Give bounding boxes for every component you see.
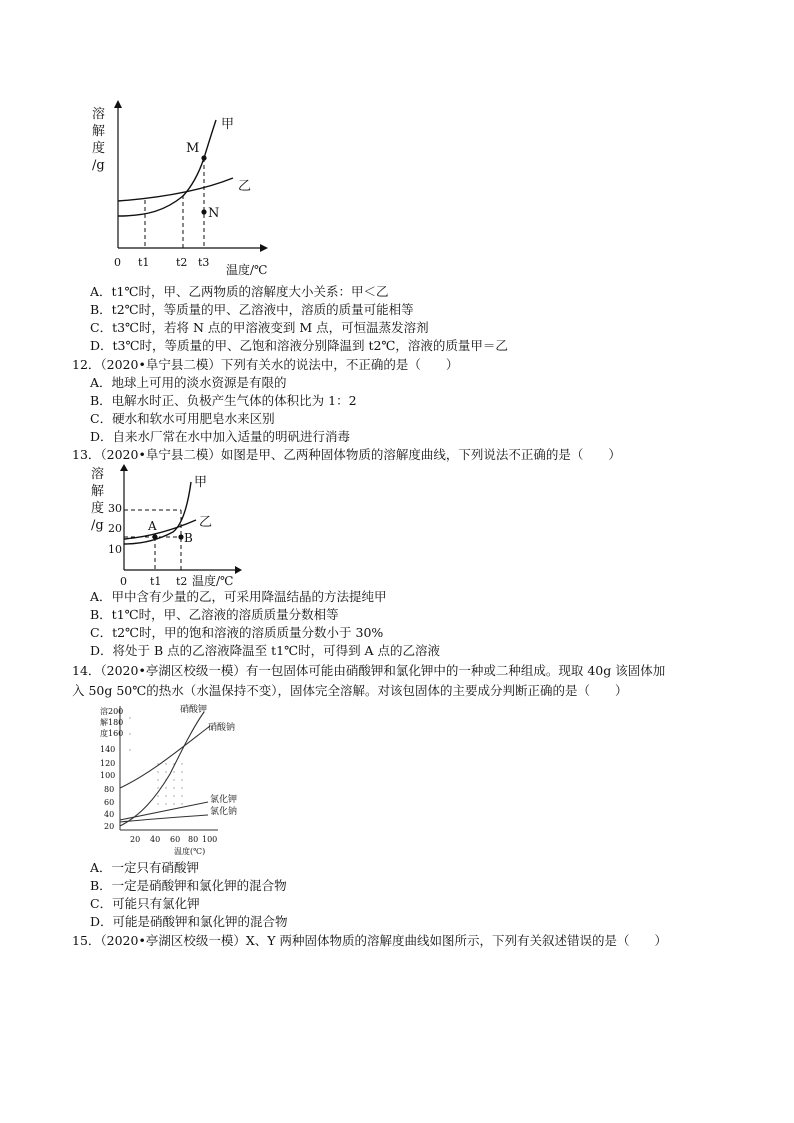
q12-option-a: A．地球上可用的淡水资源是有限的 <box>90 375 287 390</box>
curve-yi <box>118 178 233 201</box>
y-label-char: 解 <box>91 484 105 499</box>
q11-option-d: D．t3℃时，等质量的甲、乙饱和溶液分别降温到 t2℃，溶液的质量甲＝乙 <box>90 338 508 353</box>
curve-nano3 <box>120 726 210 788</box>
tick-y-30: 30 <box>108 502 122 515</box>
point-m <box>201 155 206 160</box>
tick-y: 40 <box>104 810 115 819</box>
tick-y: 200 <box>108 707 124 716</box>
q15-stem: 15．（2020•亭湖区校级一模）X、Y 两种固体物质的溶解度曲线如图所示，下列有关叙述错误的是（ ） <box>72 933 667 948</box>
y-label-char: 度 <box>92 141 106 156</box>
y-label-char: 溶 <box>92 107 106 122</box>
tick-t2: t2 <box>176 575 188 588</box>
point-a <box>152 534 157 539</box>
tick-y: 160 <box>108 729 124 738</box>
tick-y: 20 <box>104 822 115 831</box>
point-a-label: A <box>148 519 157 533</box>
origin-label: 0 <box>114 256 121 269</box>
y-label-char: 度 <box>91 501 105 516</box>
tick-t2: t2 <box>176 256 188 269</box>
x-label: 温度(℃) <box>174 847 206 856</box>
y-axis-arrow <box>114 100 122 108</box>
y-label-char: 溶 <box>91 467 105 482</box>
tick-x: 100 <box>202 835 218 844</box>
q11-option-a: A．t1℃时，甲、乙两物质的溶解度大小关系：甲＜乙 <box>90 284 389 299</box>
q13-stem: 13．（2020•阜宁县二模）如图是甲、乙两种固体物质的溶解度曲线，下列说法不正确的是（ ） <box>72 447 621 462</box>
y-label-char: 解 <box>92 124 106 139</box>
curve-yi-label: 乙 <box>199 515 213 530</box>
series-label-kcl: 氯化钾 <box>210 795 238 805</box>
tick-y-20: 20 <box>108 522 122 535</box>
x-label: 温度/℃ <box>192 574 234 588</box>
point-m-label: M <box>186 141 200 156</box>
point-n-label: N <box>208 206 220 221</box>
tick-t3: t3 <box>198 256 210 269</box>
point-b-label: B <box>184 531 193 545</box>
point-n <box>201 209 206 214</box>
q14-stem-line1: 14．（2020•亭湖区校级一模）有一包固体可能由硝酸钾和氯化钾中的一种或二种组成。现取 40g 该固体加 <box>72 663 666 678</box>
series-label-nacl: 氯化钠 <box>210 807 238 817</box>
curve-jia <box>118 120 216 216</box>
tick-y: 60 <box>104 798 115 807</box>
series-label-nano3: 硝酸钠 <box>208 723 236 733</box>
q13-option-c: C．t2℃时，甲的饱和溶液的溶质质量分数小于 30% <box>90 625 384 640</box>
tick-y: 180 <box>108 718 124 727</box>
y-label-char: 溶 <box>100 707 108 716</box>
q13-solubility-chart <box>88 464 248 589</box>
curve-yi-label: 乙 <box>238 179 252 194</box>
tick-t1: t1 <box>150 575 162 588</box>
q13-option-d: D．将处于 B 点的乙溶液降温至 t1℃时，可得到 A 点的乙溶液 <box>90 643 441 658</box>
tick-t1: t1 <box>138 256 150 269</box>
tick-y-10: 10 <box>108 543 122 556</box>
q14-option-d: D．可能是硝酸钾和氯化钾的混合物 <box>90 914 288 929</box>
tick-x: 20 <box>130 835 141 844</box>
tick-x: 60 <box>170 835 181 844</box>
origin-label: 0 <box>120 575 127 588</box>
q14-solubility-chart <box>100 704 260 856</box>
q11-option-c: C．t3℃时，若将 N 点的甲溶液变到 M 点，可恒温蒸发溶剂 <box>90 320 429 335</box>
curve-jia-label: 甲 <box>194 475 208 490</box>
tick-x: 40 <box>150 835 161 844</box>
q14-option-a: A．一定只有硝酸钾 <box>90 860 200 875</box>
curve-kno3 <box>120 712 204 826</box>
tick-y: 80 <box>104 785 115 794</box>
y-axis-arrow <box>120 464 128 471</box>
series-label-kno3: 硝酸钾 <box>180 705 208 715</box>
q12-option-d: D．自来水厂常在水中加入适量的明矾进行消毒 <box>90 429 351 444</box>
x-axis-arrow <box>260 244 268 252</box>
q13-option-a: A．甲中含有少量的乙，可采用降温结晶的方法提纯甲 <box>90 589 387 604</box>
q11-solubility-chart <box>88 100 268 280</box>
curve-jia-label: 甲 <box>221 117 235 132</box>
curve-nacl <box>120 815 208 822</box>
q12-option-b: B．电解水时正、负极产生气体的体积比为 1：2 <box>90 393 357 408</box>
q12-option-c: C．硬水和软水可用肥皂水来区别 <box>90 411 275 426</box>
q12-stem: 12．（2020•阜宁县二模）下列有关水的说法中，不正确的是（ ） <box>72 357 459 372</box>
q14-option-b: B．一定是硝酸钾和氯化钾的混合物 <box>90 878 287 893</box>
tick-y: 140 <box>100 745 116 754</box>
y-label-char: /g <box>91 518 104 533</box>
y-label-char: 解 <box>100 718 108 727</box>
tick-x: 80 <box>188 835 199 844</box>
q13-option-b: B．t1℃时，甲、乙溶液的溶质质量分数相等 <box>90 607 339 622</box>
tick-y: 100 <box>100 771 116 780</box>
dot-grid <box>129 717 182 804</box>
x-axis-arrow <box>235 566 242 574</box>
x-label: 温度/℃ <box>226 263 268 277</box>
curve-kcl <box>120 802 208 820</box>
y-label-char: 度 <box>100 729 108 738</box>
q14-stem-line2: 入 50g 50℃的热水（水温保持不变），固体完全溶解。对该包固体的主要成分判断正确的是（ ） <box>72 683 628 698</box>
q11-option-b: B．t2℃时，等质量的甲、乙溶液中，溶质的质量可能相等 <box>90 302 414 317</box>
tick-y: 120 <box>100 759 116 768</box>
point-b <box>178 534 183 539</box>
q14-option-c: C．可能只有氯化钾 <box>90 896 200 911</box>
y-label-char: /g <box>92 158 105 173</box>
